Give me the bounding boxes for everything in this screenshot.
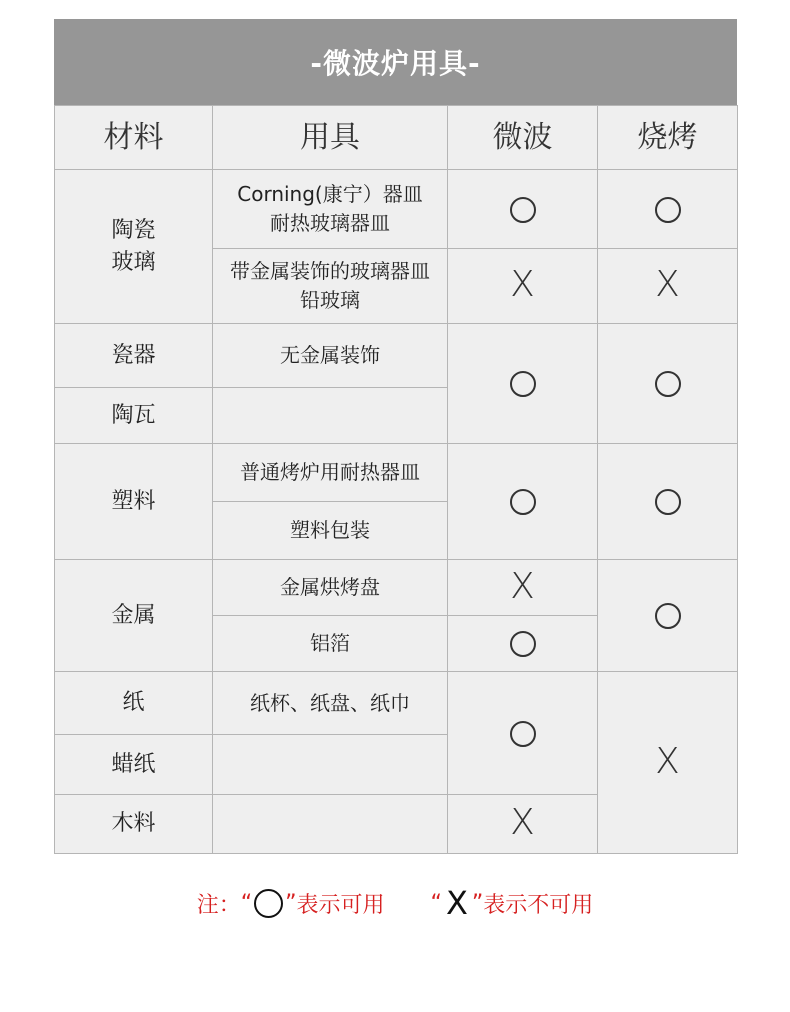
header-row xyxy=(55,106,738,170)
material-porcelain: 瓷器 xyxy=(55,324,213,388)
circle-ok-icon xyxy=(510,489,536,515)
microwave-cell xyxy=(448,672,598,795)
utensil-label: 铅玻璃 xyxy=(300,288,360,312)
material-wax-paper: 蜡纸 xyxy=(55,735,213,795)
material-ceramic-glass xyxy=(55,170,213,324)
compatibility-table-container xyxy=(54,19,737,854)
material-metal: 金属 xyxy=(55,560,213,672)
grill-cell xyxy=(598,249,738,324)
utensil-cell xyxy=(213,249,448,324)
microwave-cell xyxy=(448,616,598,672)
utensil-cell xyxy=(213,388,448,444)
material-paper: 纸 xyxy=(55,672,213,735)
table-row xyxy=(55,560,738,616)
circle-ok-icon xyxy=(655,603,681,629)
utensil-cell: 无金属装饰 xyxy=(213,324,448,388)
circle-ok-icon xyxy=(510,371,536,397)
utensil-cell: 金属烘烤盘 xyxy=(213,560,448,616)
x-not-ok-icon: X xyxy=(655,740,680,782)
microwave-cell xyxy=(448,444,598,560)
note-ok-text: 表示可用 xyxy=(296,892,385,918)
utensil-cell: 普通烤炉用耐热器皿 xyxy=(213,444,448,502)
utensil-label: 耐热玻璃器皿 xyxy=(270,211,390,235)
x-not-ok-icon: X xyxy=(510,565,535,607)
circle-ok-icon xyxy=(655,371,681,397)
circle-ok-icon xyxy=(655,197,681,223)
grill-cell xyxy=(598,560,738,672)
utensil-label: 带金属装饰的玻璃器皿 xyxy=(230,259,430,283)
utensil-cell: 纸杯、纸盘、纸巾 xyxy=(213,672,448,735)
utensil-label: Corning(康宁）器皿 xyxy=(237,182,423,206)
table-row xyxy=(55,444,738,502)
utensil-cell xyxy=(213,795,448,854)
table-title: -微波炉用具- xyxy=(54,19,737,105)
note-quote: “ xyxy=(430,890,442,916)
material-label: 陶瓷 xyxy=(111,217,156,243)
utensil-cell: 铝箔 xyxy=(213,616,448,672)
grill-cell xyxy=(598,324,738,444)
grill-cell xyxy=(598,170,738,249)
circle-ok-icon xyxy=(510,197,536,223)
table-row xyxy=(55,324,738,388)
utensil-cell: 塑料包装 xyxy=(213,502,448,560)
header-grill: 烧烤 xyxy=(598,106,738,170)
material-label: 玻璃 xyxy=(111,249,156,275)
note-prefix: 注： xyxy=(196,892,241,918)
x-not-ok-icon: X xyxy=(655,264,680,306)
note-quote: ” xyxy=(471,890,484,916)
header-microwave: 微波 xyxy=(448,106,598,170)
microwave-cell xyxy=(448,795,598,854)
x-not-ok-icon: X xyxy=(510,264,535,306)
material-earthenware: 陶瓦 xyxy=(55,388,213,444)
header-utensil: 用具 xyxy=(213,106,448,170)
circle-ok-icon xyxy=(655,489,681,515)
x-not-ok-icon: X xyxy=(445,884,468,922)
microwave-utensils-table xyxy=(54,105,738,854)
microwave-cell xyxy=(448,560,598,616)
grill-cell xyxy=(598,444,738,560)
note-quote: ” xyxy=(285,890,297,916)
table-row xyxy=(55,170,738,249)
grill-cell xyxy=(598,672,738,854)
note-quote: “ xyxy=(240,890,253,916)
table-row xyxy=(55,672,738,735)
legend-note xyxy=(0,884,790,922)
microwave-cell xyxy=(448,170,598,249)
circle-ok-icon xyxy=(254,889,283,918)
utensil-cell xyxy=(213,735,448,795)
header-material: 材料 xyxy=(55,106,213,170)
material-plastic: 塑料 xyxy=(55,444,213,560)
circle-ok-icon xyxy=(510,631,536,657)
circle-ok-icon xyxy=(510,721,536,747)
x-not-ok-icon: X xyxy=(510,802,535,844)
microwave-cell xyxy=(448,324,598,444)
utensil-cell xyxy=(213,170,448,249)
note-no-text: 表示不可用 xyxy=(483,892,594,918)
material-wood: 木料 xyxy=(55,795,213,854)
microwave-cell xyxy=(448,249,598,324)
